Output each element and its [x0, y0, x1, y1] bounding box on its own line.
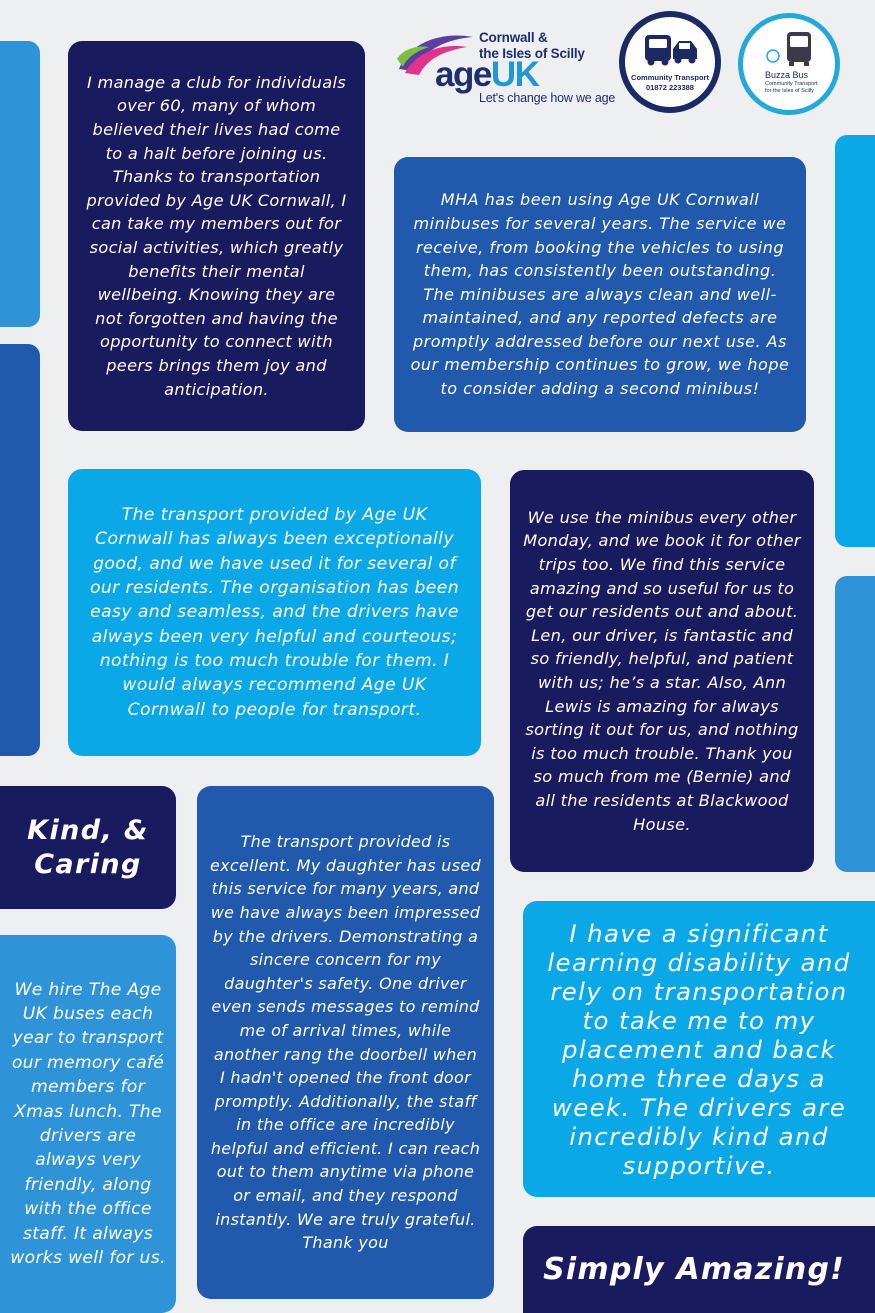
testimonial-card-club: [68, 41, 365, 431]
headline-text: Kind, & Caring: [27, 814, 149, 880]
testimonial-card-placement: [523, 901, 875, 1197]
decor-block-right-mid: [835, 576, 875, 872]
testimonial-card-memory-cafe: [0, 935, 176, 1313]
decor-block-right-top: [835, 135, 875, 547]
testimonial-text: We hire The Age UK buses each year to transport our memory café members for Xmas lunch. The drivers are always very friendly, along with the office staff. It always works well for us.: [10, 979, 166, 1269]
badge-subtitle: Community Transport: [765, 81, 818, 87]
community-transport-badge: [619, 11, 721, 113]
headline-kind-caring: [0, 786, 176, 909]
testimonial-text: The transport provided by Age UK Cornwall has always been exceptionally good, and we have used it for several of our residents. The organisation has been easy and seamless, and the drivers have always been very helpful and courteous; nothing is too much trouble for them. I would always recommend Age UK Cornwall to people for transport.: [89, 505, 460, 720]
badge-title: Community Transport: [631, 73, 709, 82]
age-uk-wordmark: ageUK: [435, 55, 539, 94]
testimonial-text: We use the minibus every other Monday, and we book it for other trips too. We find this service amazing and so useful for us to get our residents out and about. Len, our driver, is fantastic and so friendly, helpful, and patient with us; he’s a star. Also, Ann Lewis is amazing for always sorting it out for us, and nothing is too much trouble. Thank you so much from me (Bernie) and all the residents at Blackwood House.: [523, 507, 801, 834]
buzza-bus-badge: [738, 13, 840, 115]
bus-icon: [763, 30, 817, 68]
testimonial-text: I manage a club for individuals over 60, many of whom believed their lives had come to a halt before joining us. Thanks to transportation provided by Age UK Cornwall, I can take my members out for social activities, which greatly benefits their mental wellbeing. Knowing they are not forgotten and having the opportunity to connect with peers brings them joy and anticipation.: [86, 72, 347, 399]
testimonial-text: MHA has been using Age UK Cornwall minibuses for several years. The service we receive, from booking the vehicles to using them, has consistently been outstanding. The minibuses are always clean and well-maintained, and any reported defects are promptly addressed before our next use. As our membership continues to grow, we hope to consider adding a second minibus!: [410, 190, 790, 399]
testimonial-text: The transport provided is excellent. My daughter has used this service for many years, and we have always been impressed by the drivers. Demonstrating a sincere concern for my daughter's safety. One driver even sends messages to remind me of arrival times, while another rang the doorbell when I hadn't opened the front door promptly. Additionally, the staff in the office are incredibly helpful and efficient. I can reach out to them anytime via phone or email, and they respond instantly. We are truly grateful. Thank you: [210, 832, 481, 1253]
badge-subtitle: for the Isles of Scilly: [765, 88, 814, 94]
decor-block-left-mid: [0, 344, 40, 756]
testimonial-card-daughter: [197, 786, 494, 1299]
badge-title: Buzza Bus: [765, 70, 809, 80]
decor-block-left-top: [0, 41, 40, 327]
badge-phone: 01872 223388: [646, 83, 694, 92]
headline-simply-amazing: [523, 1226, 875, 1313]
region-name: Cornwall & the Isles of Scilly: [479, 30, 585, 61]
testimonial-card-residents: [68, 469, 481, 756]
testimonial-text: I have a significant learning disability and rely on transportation to take me to my placement and back home three days a week. The drivers are incredibly kind and supportive.: [547, 918, 851, 1180]
minibus-icon: [643, 31, 699, 67]
age-uk-logo: [395, 27, 615, 107]
testimonial-card-mha: [394, 157, 806, 432]
headline-text: Simply Amazing!: [543, 1252, 845, 1287]
tagline: Let's change how we age: [479, 91, 616, 105]
testimonial-card-blackwood: [510, 470, 814, 872]
